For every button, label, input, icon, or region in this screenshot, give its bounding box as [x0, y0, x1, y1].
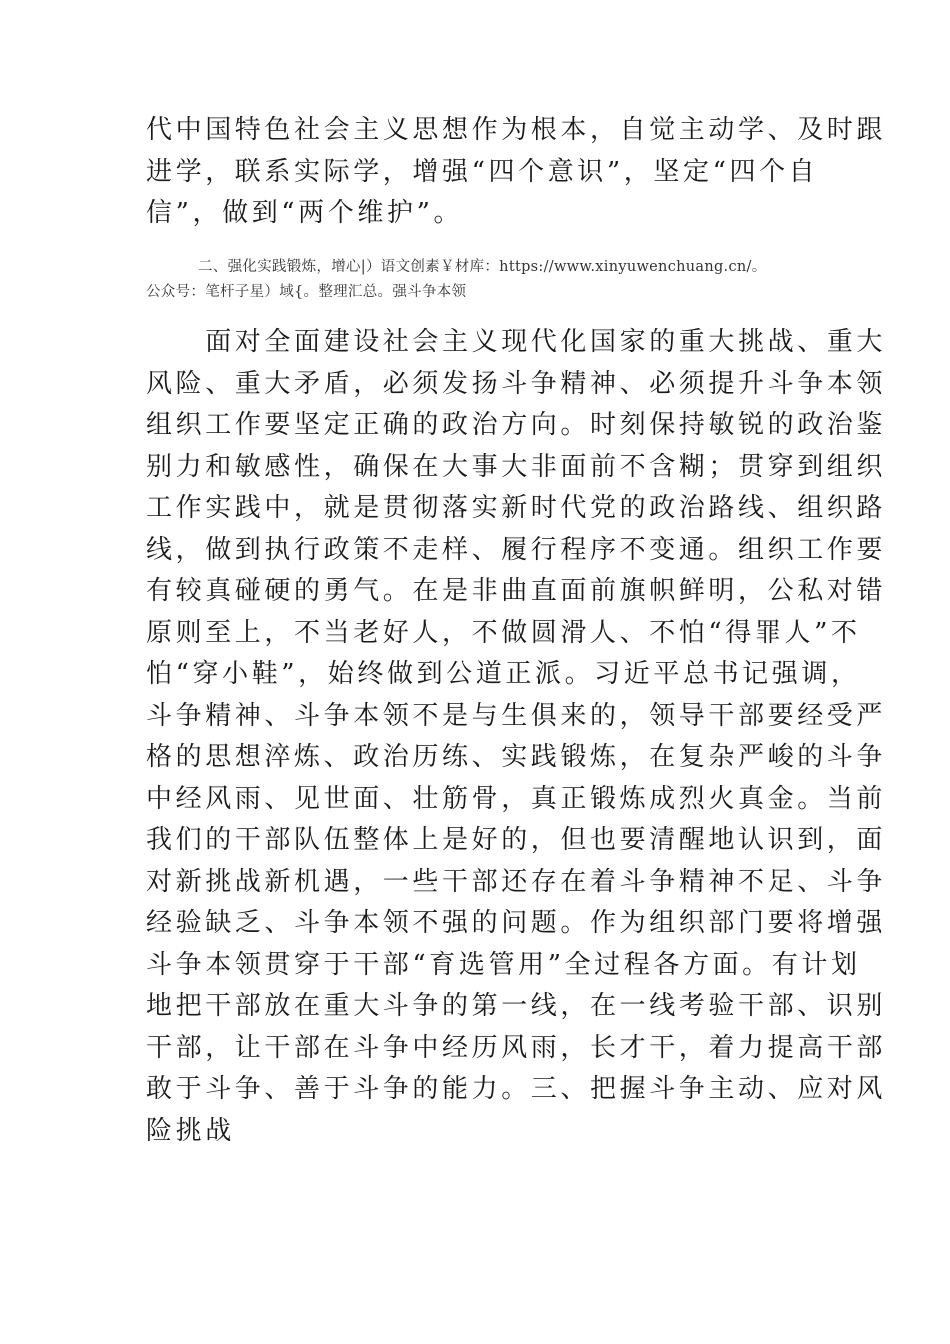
text-line: 线，做到执行政策不走样、履行程序不变通。组织工作要 [146, 534, 887, 565]
text-line: 风险、重大矛盾，必须发扬斗争精神、必须提升斗争本领 [146, 368, 887, 399]
text-line: 险挑战 [146, 1115, 235, 1146]
paragraph-2 [146, 322, 887, 1152]
text-line: 格的思想淬炼、政治历练、实践锻炼，在复杂严峻的斗争 [146, 742, 887, 772]
text-line: 信”，做到“两个维护”。 [146, 198, 464, 228]
paragraph-1 [146, 110, 887, 235]
text-line: 怕“穿小鞋”，始终做到公道正派。习近平总书记强调， [146, 659, 861, 689]
text-line: 敢于斗争、善于斗争的能力。三、把握斗争主动、应对风 [146, 1074, 887, 1104]
text-line: 别力和敏感性，确保在大事大非面前不含糊；贯穿到组织 [146, 451, 887, 482]
text-line: 有较真碰硬的勇气。在是非曲直面前旗帜鲜明，公私对错 [146, 576, 887, 606]
text-line: 工作实践中，就是贯彻落实新时代党的政治路线、组织路 [146, 493, 887, 523]
text-line: 地把干部放在重大斗争的第一线，在一线考验干部、识别 [146, 991, 887, 1021]
text-line: 组织工作要坚定正确的政治方向。时刻保持敏锐的政治鉴 [146, 410, 887, 440]
text-line: 中经风雨、见世面、壮筋骨，真正锻炼成烈火真金。当前 [146, 783, 887, 814]
text-line: 经验缺乏、斗争本领不强的问题。作为组织部门要将增强 [146, 908, 887, 938]
note-line: 二、强化实践锻炼，增心|）语文创素￥材库：https://www.xinyuwenchuang.cn/。 [198, 259, 767, 275]
note-line: 公众号：笔杆子星）域{。整理汇总。强斗争本领 [146, 284, 467, 300]
source-note [146, 255, 826, 305]
text-line: 干部，让干部在斗争中经历风雨，长才干，着力提高干部 [146, 1032, 887, 1063]
text-line: 我们的干部队伍整体上是好的，但也要清醒地认识到，面 [146, 825, 887, 855]
text-line: 进学，联系实际学，增强“四个意识”，坚定“四个自 [146, 156, 819, 187]
text-line: 面对全面建设社会主义现代化国家的重大挑战、重大 [146, 327, 887, 357]
text-line: 斗争精神、斗争本领不是与生俱来的，领导干部要经受严 [146, 700, 887, 731]
text-line: 斗争本领贯穿于干部“育选管用”全过程各方面。有计划 [146, 949, 861, 980]
text-line: 原则至上，不当老好人，不做圆滑人、不怕“得罪人”不 [146, 617, 861, 648]
text-line: 对新挑战新机遇，一些干部还存在着斗争精神不足、斗争 [146, 866, 887, 897]
text-line: 代中国特色社会主义思想作为根本，自觉主动学、及时跟 [146, 115, 887, 145]
